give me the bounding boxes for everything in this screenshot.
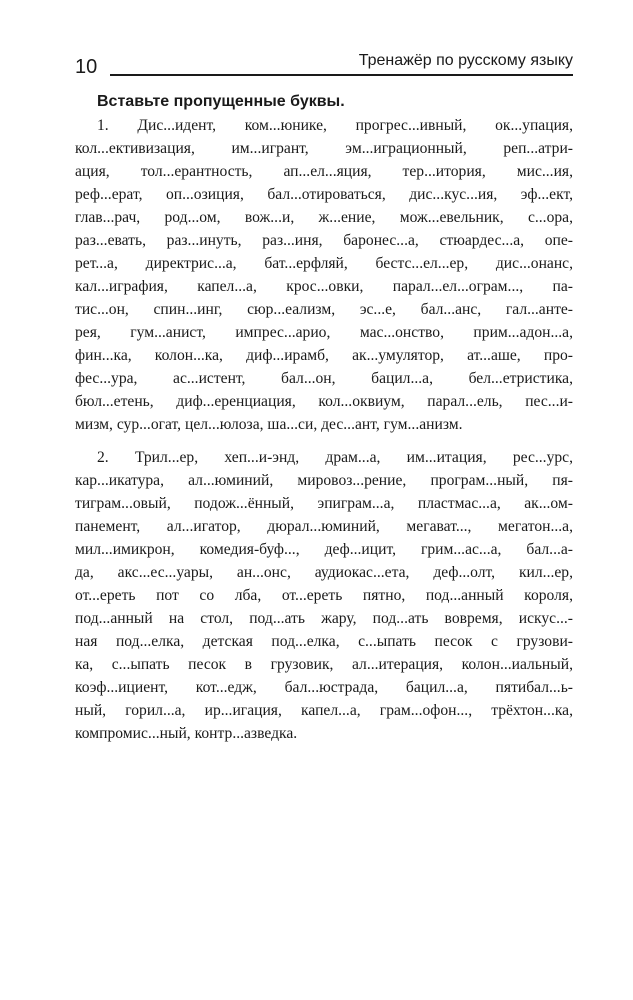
text-line: раз...евать, раз...инуть, раз...иня, баронес...а, стюардес...а, опе- <box>75 232 573 249</box>
text-line: кол...ективизация, им...игрант, эм...играционный, реп...атри- <box>75 140 573 157</box>
text-line: рет...а, директрис...а, бат...ерфляй, бестс...ел...ер, дис...онанс, <box>75 255 573 272</box>
exercise-1 <box>75 114 573 436</box>
page-header <box>0 0 633 90</box>
text-line: коэф...ициент, кот...едж, бал...юстрада, бацил...а, пятибал...ь- <box>75 679 573 696</box>
text-line: под...анный на стол, под...ать жару, под...ать вовремя, искус...- <box>75 610 573 627</box>
text-line: ная под...елка, детская под...елка, с...ыпать песок с грузови- <box>75 633 573 650</box>
text-line: да, акс...ес...уары, ан...онс, аудиокас...ета, деф...олт, кил...ер, <box>75 564 573 581</box>
text-line: 2. Трил...ер, хеп...и-энд, драм...а, им...итация, рес...урс, <box>97 449 573 466</box>
text-line: фес...ура, ас...истент, бал...он, бацил...а, бел...етристика, <box>75 370 573 387</box>
text-line: глав...рач, род...ом, вож...и, ж...ение, мож...евельник, с...ора, <box>75 209 573 226</box>
text-line: 1. Дис...идент, ком...юнике, прогрес...ивный, ок...упация, <box>97 117 573 134</box>
text-line: кар...икатура, ал...юминий, мировоз...рение, програм...ный, пя- <box>75 472 573 489</box>
text-line: тиграм...овый, подож...ённый, эпиграм...а, пластмас...а, ак...ом- <box>75 495 573 512</box>
text-line: рея, гум...анист, импрес...арио, мас...онство, прим...адон...а, <box>75 324 573 341</box>
text-line: тис...он, спин...инг, сюр...еализм, эс...е, бал...анс, гал...анте- <box>75 301 573 318</box>
text-line: кал...играфия, капел...а, крос...овки, парал...ел...ограм..., па- <box>75 278 573 295</box>
text-line: бюл...етень, диф...еренциация, кол...оквиум, парал...ель, пес...и- <box>75 393 573 410</box>
text-line: ка, с...ыпать песок в грузовик, ал...итерация, колон...иальный, <box>75 656 573 673</box>
header-rule <box>110 74 573 76</box>
text-line: ация, тол...ерантность, ап...ел...яция, тер...итория, мис...ия, <box>75 163 573 180</box>
text-line: фин...ка, колон...ка, диф...ирамб, ак...умулятор, ат...аше, про- <box>75 347 573 364</box>
page-content <box>75 90 573 745</box>
paragraph-gap <box>75 436 573 446</box>
text-line: компромис...ный, контр...азведка. <box>75 725 298 742</box>
text-line: мил...имикрон, комедия-буф..., деф...ицит, грим...ас...а, бал...а- <box>75 541 573 558</box>
text-line: от...ереть пот со лба, от...ереть пятно, под...анный короля, <box>75 587 573 604</box>
text-line: ный, горил...а, ир...игация, капел...а, грам...офон..., трёхтон...ка, <box>75 702 573 719</box>
exercise-2 <box>75 446 573 745</box>
running-title: Тренажёр по русскому языку <box>358 52 573 69</box>
page-number: 10 <box>75 56 98 78</box>
text-line: реф...ерат, оп...озиция, бал...отироваться, дис...кус...ия, эф...ект, <box>75 186 573 203</box>
exercise-heading: Вставьте пропущенные буквы. <box>97 93 345 110</box>
text-line: мизм, сур...огат, цел...юлоза, ша...си, дес...ант, гум...анизм. <box>75 416 463 433</box>
text-line: панемент, ал...игатор, дюрал...юминий, мегават..., мегатон...а, <box>75 518 573 535</box>
